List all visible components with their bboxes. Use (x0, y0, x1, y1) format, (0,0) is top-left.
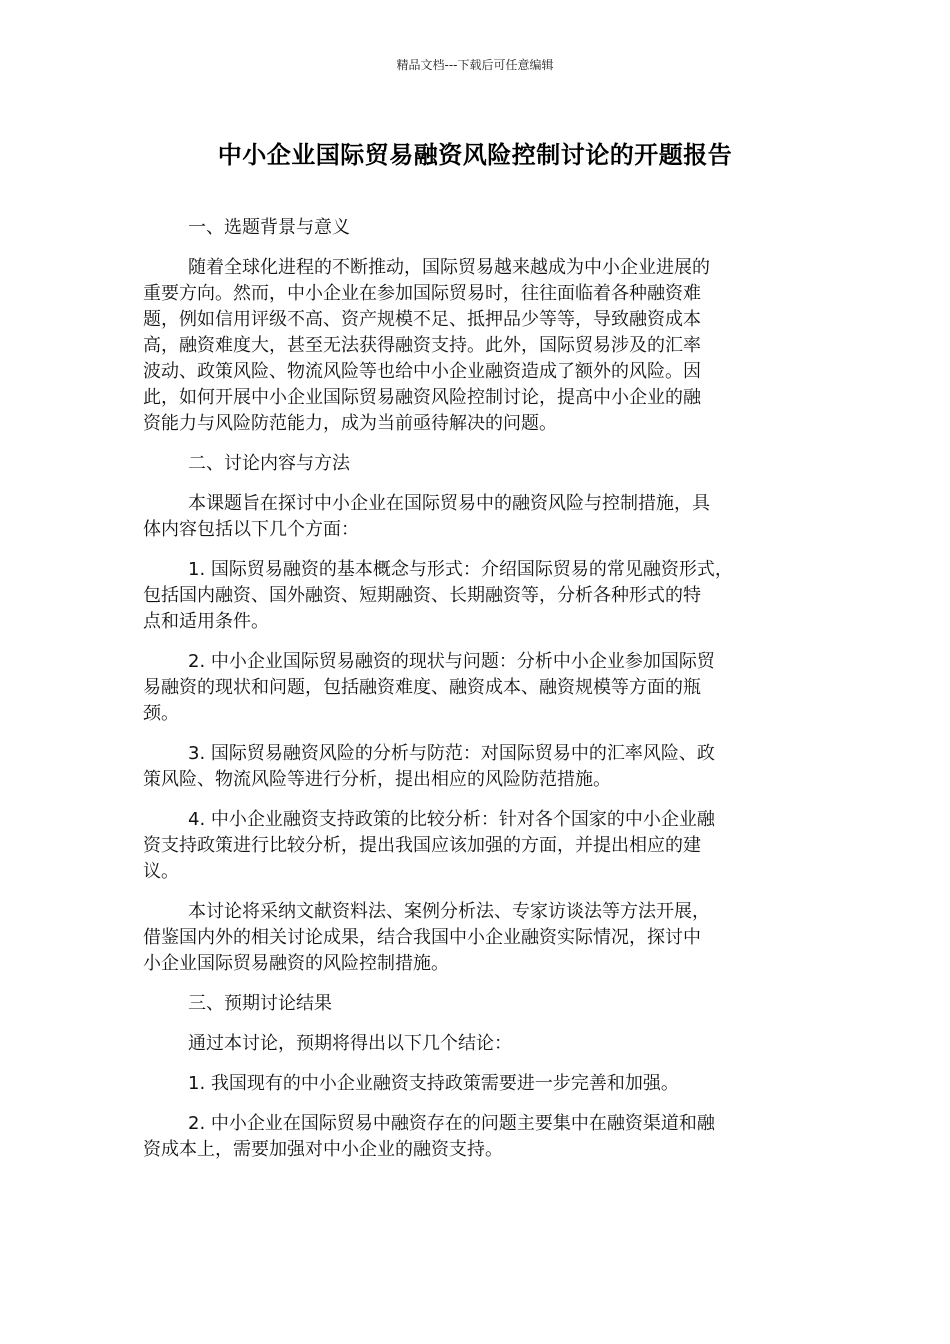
list-item-content-4: 4. 中小企业融资支持政策的比较分析：针对各个国家的中小企业融 资支持政策进行比较分析，提出我国应该加强的方面，并提出相应的建 议。 (143, 809, 715, 882)
paragraph-background: 随着全球化进程的不断推动，国际贸易越来越成为中小企业进展的 重要方向。然而，中小企业在参加国际贸易时，往往面临着各种融资难 题，例如信用评级不高、资产规模不足、抵押品少等等，导致融资成本 高，融资难度大，甚至无法获得融资支持。此外，国际贸易涉及的汇率 波动、政策风险、物流风险等也给中小企业融资造成了额外的风险。因 此，如何开展中小企业国际贸易融资风险控制讨论，提高中小企业的融 资能力与风险防范能力，成为当前亟待解决的问题。 (143, 257, 710, 434)
section-heading-background: 一、选题背景与意义 (188, 217, 350, 238)
paragraph-results-intro: 通过本讨论，预期将得出以下几个结论： (188, 1033, 512, 1054)
header-note: 精品文档---下载后可任意编辑 (396, 58, 554, 72)
list-item-result-1: 1. 我国现有的中小企业融资支持政策需要进一步完善和加强。 (188, 1073, 679, 1094)
list-item-content-3: 3. 国际贸易融资风险的分析与防范：对国际贸易中的汇率风险、政 策风险、物流风险等进行分析，提出相应的风险防范措施。 (143, 743, 715, 790)
document-title: 中小企业国际贸易融资风险控制讨论的开题报告 (217, 141, 733, 169)
paragraph-content-intro: 本课题旨在探讨中小企业在国际贸易中的融资风险与控制措施，具 体内容包括以下几个方面： (143, 493, 710, 540)
section-heading-expected-results: 三、预期讨论结果 (188, 993, 332, 1014)
list-item-content-1: 1. 国际贸易融资的基本概念与形式：介绍国际贸易的常见融资形式， 包括国内融资、国外融资、短期融资、长期融资等，分析各种形式的特 点和适用条件。 (143, 559, 733, 632)
document-body (143, 215, 807, 1177)
list-item-content-2: 2. 中小企业国际贸易融资的现状与问题：分析中小企业参加国际贸 易融资的现状和问题，包括融资难度、融资成本、融资规模等方面的瓶 颈。 (143, 651, 715, 724)
section-heading-content-method: 二、讨论内容与方法 (188, 453, 350, 474)
list-item-result-2: 2. 中小企业在国际贸易中融资存在的问题主要集中在融资渠道和融 资成本上，需要加强对中小企业的融资支持。 (143, 1113, 715, 1160)
paragraph-method: 本讨论将采纳文献资料法、案例分析法、专家访谈法等方法开展， 借鉴国内外的相关讨论成果，结合我国中小企业融资实际情况，探讨中 小企业国际贸易融资的风险控制措施。 (143, 901, 710, 974)
